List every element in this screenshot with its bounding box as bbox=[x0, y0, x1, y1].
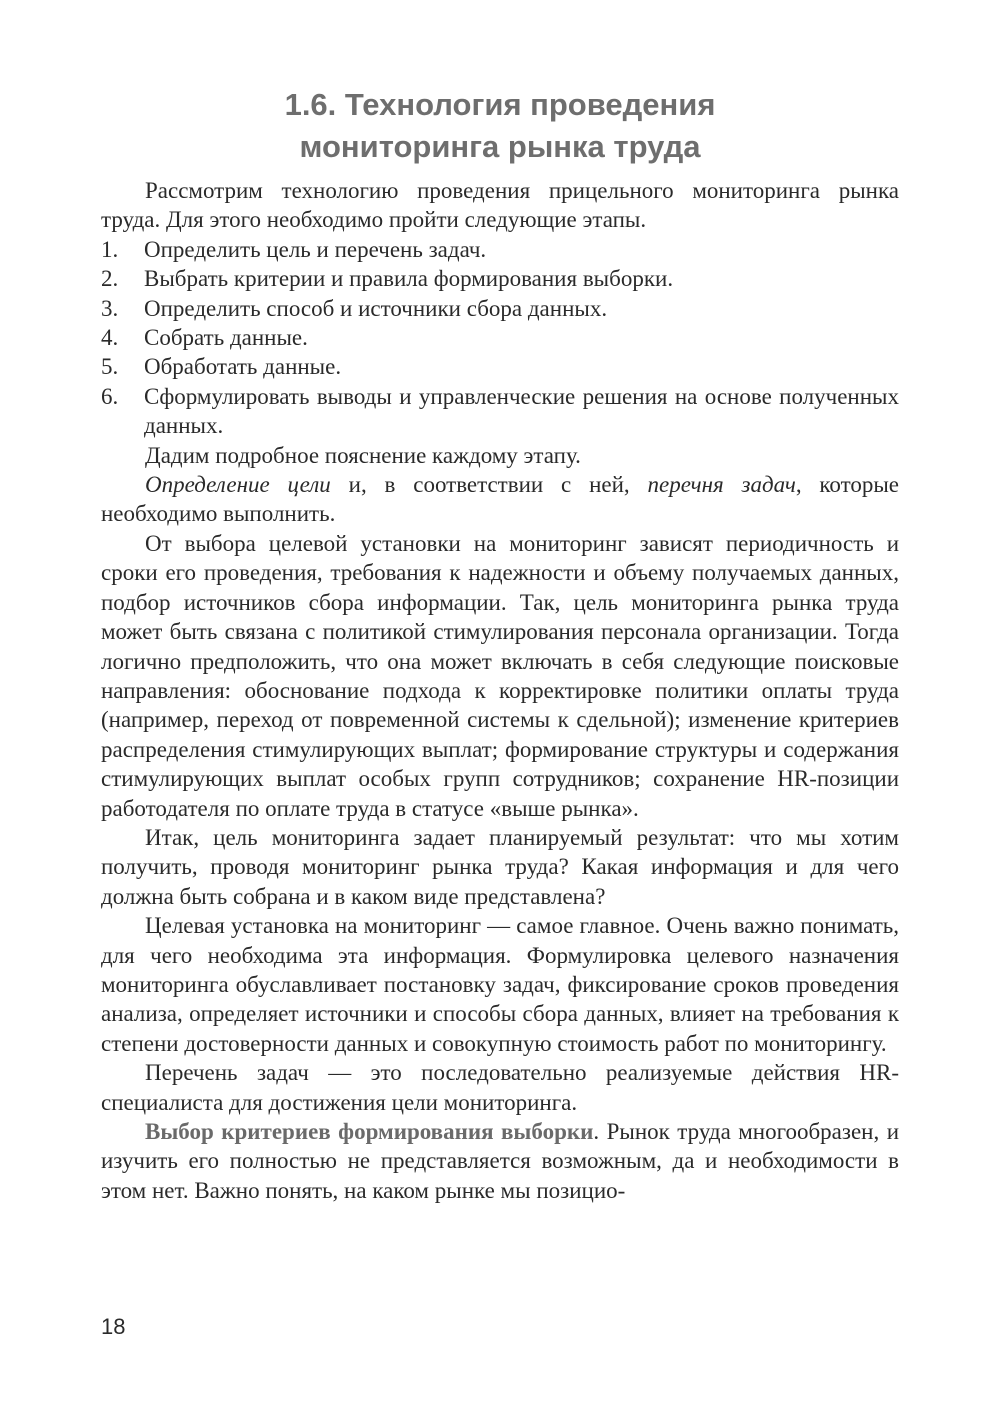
body-text bbox=[101, 176, 899, 1205]
goal-text-rest: , которые необходимо выполнить. bbox=[101, 472, 900, 527]
result-paragraph: Итак, цель мониторинга задает планируемый результат: что мы хотим получить, проводя мониторинг рынка труда? Какая информация и для чего должна быть собрана и в каком виде представлена? bbox=[101, 824, 899, 909]
section-heading-line-1: 1.6. Технология проведения bbox=[284, 87, 716, 122]
list-item bbox=[101, 294, 899, 323]
goal-paragraph bbox=[101, 470, 899, 529]
list-item-text: Сформулировать выводы и управленческие решения на основе полученных данных. bbox=[144, 383, 899, 439]
goal-term: Определение цели bbox=[145, 472, 331, 498]
list-item bbox=[101, 235, 899, 264]
section-heading-line-2: мониторинга рынка труда bbox=[299, 129, 701, 164]
list-item-text: Выбрать критерии и правила формирования выборки. bbox=[144, 266, 674, 292]
steps-list bbox=[101, 235, 899, 441]
criteria-term: Выбор критериев формирования выборки bbox=[145, 1119, 594, 1144]
list-item bbox=[101, 352, 899, 381]
list-item-number: 1. bbox=[101, 236, 119, 262]
list-item bbox=[101, 382, 899, 441]
page-number: 18 bbox=[101, 1314, 126, 1339]
main-paragraph: Целевая установка на мониторинг — самое главное. Очень важно понимать, для чего необходима эта информация. Формулировка целевого назначения мониторинга обуславливает постановку задач, фиксирование сроков проведения анализа, определяет источники и способы сбора данных, влияет на требования к степени достоверности данных и совокупную стоимость работ по мониторингу. bbox=[101, 913, 899, 1056]
goal-text-middle: и, в соответствии с ней, bbox=[330, 472, 648, 498]
list-item-text: Определить цель и перечень задач. bbox=[144, 236, 487, 262]
list-item-number: 6. bbox=[101, 383, 119, 409]
tasks-term: перечня задач bbox=[647, 472, 796, 498]
explain-paragraph: Дадим подробное пояснение каждому этапу. bbox=[145, 442, 581, 468]
list-item-number: 3. bbox=[101, 295, 119, 321]
list-item-text: Определить способ и источники сбора данных. bbox=[144, 295, 608, 321]
list-item-text: Обработать данные. bbox=[144, 354, 342, 380]
list-item-number: 2. bbox=[101, 266, 119, 292]
list-item-number: 5. bbox=[101, 354, 119, 380]
list-item bbox=[101, 264, 899, 293]
section-heading bbox=[100, 84, 900, 168]
tasks-paragraph: Перечень задач — это последовательно реализуемые действия HR-специалиста для достижения цели мониторинга. bbox=[101, 1060, 899, 1115]
criteria-paragraph bbox=[101, 1117, 899, 1205]
list-item-number: 4. bbox=[101, 325, 119, 351]
intro-paragraph: Рассмотрим технологию проведения прицельного мониторинга рынка труда. Для этого необходимо пройти следующие этапы. bbox=[101, 178, 899, 233]
target-paragraph: От выбора целевой установки на мониторинг зависят периодичность и сроки его проведения, требования к надежности и объему получаемых данных, подбор источников сбора информации. Так, цель мониторинга рынка труда может быть связана с политикой стимулирования персонала организации. Тогда логично предположить, что она может включать в себя следующие поисковые направления: обоснование подхода к корректировке политики оплаты труда (например, переход от повременной системы к сдельной); изменение критериев распределения стимулирующих выплат; формирование структуры и содержания стимулирующих выплат особых групп сотрудников; сохранение HR-позиции работодателя по оплате труда в статусе «выше рынка». bbox=[101, 530, 899, 821]
list-item bbox=[101, 323, 899, 352]
list-item-text: Собрать данные. bbox=[144, 325, 308, 351]
criteria-text: . Рынок труда многообразен, и изучить его полностью не представляется возможным, да и необходимости в этом нет. Важно понять, на каком рынке мы позицио- bbox=[101, 1119, 900, 1203]
